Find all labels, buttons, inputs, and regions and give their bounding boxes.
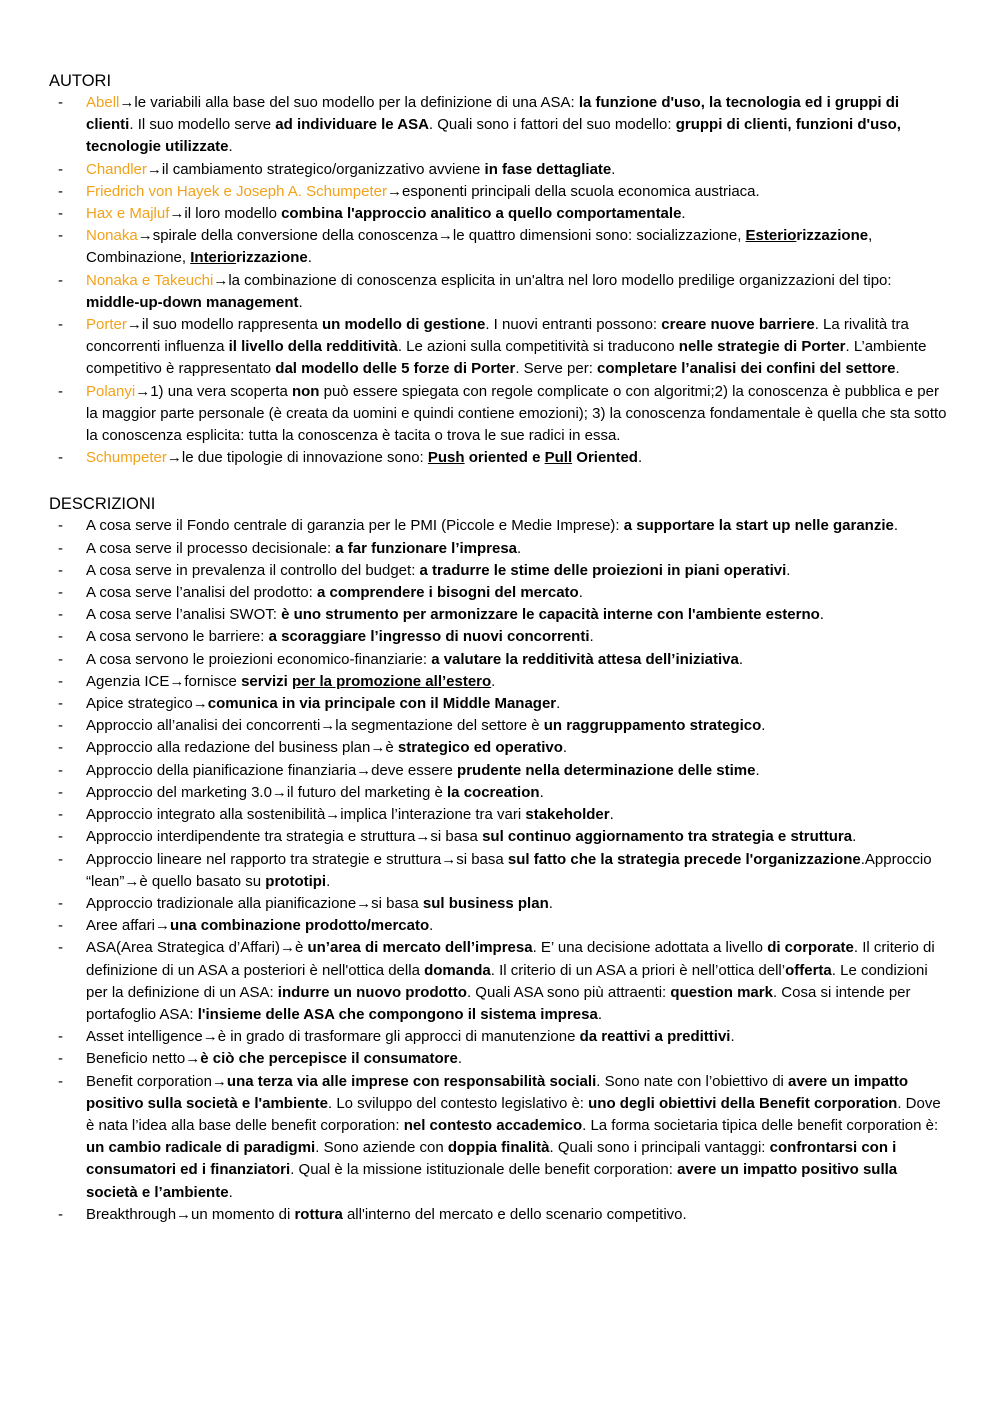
document-page [49,70,949,1226]
bold-text: nelle strategie di Porter [678,338,846,356]
text-segment: . [307,249,312,267]
bold-text: confrontarsi con i consumatori ed i finanziatori [86,1139,897,1179]
bold-text: ad individuare le ASA [275,116,429,134]
list-item [49,515,949,537]
text-segment: può essere spiegata con regole complicate o con algoritmi;2) la conoscenza è pubblica e per la maggior parte personale (è creata da uomini e quindi contiene emozioni); 3) la conoscenza fondamentale è quella che sta sotto la conoscenza esplicita: tutta la conoscenza è tacita o trova le sue radici in essa. [86,382,947,445]
text-segment: A cosa serve l’analisi SWOT: [86,606,282,624]
list-item [49,381,949,448]
text-segment: . Le condizioni per la definizione di un ASA: [86,961,928,1001]
text-segment: . Quali sono i principali vantaggi: [549,1139,770,1157]
bold-text: un cambio radicale di paradigmi [86,1139,316,1157]
text-segment: Approccio all’analisi dei concorrenti→la segmentazione del settore è [86,717,544,735]
text-segment: →spirale della conversione della conoscenza→le quattro dimensioni sono: socializzazione, [137,227,746,245]
bold-text: middle-up-down management [86,293,299,311]
bold-text: sul fatto che la strategia precede l'organizzazione [507,850,861,868]
bold-text: di corporate [767,939,854,957]
bold-text: gruppi di clienti, funzioni d'uso, tecnologie utilizzate [86,116,901,156]
list-item [49,715,949,737]
bold-text: a comprendere i bisogni del mercato [316,584,579,602]
text-segment: . [491,672,496,690]
bold-text: rizzazione [236,249,308,267]
bold-text: l'insieme delle ASA che compongono il sistema impresa [197,1005,598,1023]
bold-text: il livello della redditività [228,338,398,356]
text-segment: . [556,695,561,713]
text-segment: . L’ambiente competitivo è rappresentato [86,338,927,378]
text-segment: . [637,449,643,467]
text-segment: all'interno del mercato e dello scenario competitivo. [342,1205,687,1223]
text-segment: →esponenti principali della scuola economica austriaca. [386,182,760,200]
text-segment: . E’ una decisione adottata a livello [532,939,768,957]
bold-text: indurre un nuovo prodotto [277,983,467,1001]
bold-text [292,673,491,690]
text-segment: →il suo modello rappresenta [126,316,322,334]
bold-text: offerta [785,961,832,979]
text-segment: . [755,761,760,779]
bold-text: prototipi [265,872,327,890]
text-segment: . I nuovi entranti possono: [485,316,662,334]
bold-text: →una combinazione prodotto/mercato [154,917,430,935]
bold-text: strategico ed operativo [397,739,563,757]
underlined-text: per la promozione all’estero [291,672,492,690]
author-name: Hax e Majluf [86,205,170,223]
list-item [49,849,949,893]
text-segment: . [517,539,522,557]
text-segment: . [681,205,686,223]
section-title-autori: AUTORI [49,72,112,90]
text-segment: . [589,628,594,646]
bold-text: un raggruppamento strategico [543,717,762,735]
bold-text: comunica in via principale con il Middle Manager [207,695,557,713]
bold-text: avere un impatto positivo sulla società e l'ambiente [86,1072,909,1112]
text-segment: Agenzia ICE→fornisce [86,672,242,690]
text-segment: A cosa servono le barriere: [86,628,269,646]
bold-text: sul business plan [422,894,549,912]
bold-text: oriented e [464,449,545,467]
text-segment: . Il suo modello serve [129,116,276,134]
bold-text: completare l’analisi dei confini del settore [597,360,896,378]
text-segment: →1) una vera scoperta [135,382,292,400]
underlined-text: Pull [544,449,573,467]
bold-text: a tradurre le stime delle proiezioni in piani operativi [419,561,787,579]
list-item [49,1048,949,1070]
text-segment: . [326,872,331,890]
author-name: Polanyi [86,382,136,400]
section-title-descrizioni: DESCRIZIONI [49,495,156,514]
bold-text: →una terza via alle imprese con responsabilità sociali [211,1072,597,1090]
bold-text: a scoraggiare l’ingresso di nuovi concorrenti [268,628,590,646]
text-segment: Approccio tradizionale alla pianificazione→si basa [86,894,423,912]
list-item [49,203,949,225]
list-item [49,649,949,671]
text-segment: . Quali ASA sono più attraenti: [466,983,671,1001]
text-segment: Approccio del marketing 3.0→il futuro del marketing è [86,783,448,801]
bold-text: sul continuo aggiornamento tra strategia e struttura [482,828,853,846]
text-segment: Apice strategico→ [86,695,208,713]
text-segment: .Approccio “lean”→è quello basato su [86,850,932,890]
bold-text: la funzione d'uso, la tecnologia ed i gruppi di clienti [86,94,900,134]
list-item [49,1026,949,1048]
text-segment: →le variabili alla base del suo modello per la definizione di una ASA: [119,94,579,111]
text-segment: . [761,717,766,735]
text-segment: , Combinazione, [86,227,873,267]
bold-text: avere un impatto positivo sulla società e l’ambiente [86,1161,898,1201]
text-segment: ASA(Area Strategica d’Affari)→è [86,939,308,957]
list-item [49,225,949,269]
bold-text: stakeholder [525,806,610,824]
author-name: Schumpeter [86,449,167,467]
list-item [49,893,949,915]
list-item [49,159,949,181]
text-segment: . [228,138,233,156]
text-segment: . [548,894,553,912]
author-name: Porter [86,316,127,334]
text-segment: Asset intelligence→è in grado di trasformare gli approcci di manutenzione [86,1028,580,1046]
text-segment: . Le azioni sulla competitività si traducono [397,338,679,356]
text-segment: . [893,517,899,535]
autori-list [49,92,949,469]
bold-text: la cocreation [447,783,540,801]
text-segment: Approccio della pianificazione finanziaria→deve essere [86,761,458,779]
text-segment: . [609,806,614,824]
text-segment: Benefit corporation [86,1072,212,1090]
list-item [49,1204,949,1226]
text-segment: →il cambiamento strategico/organizzativo avviene [146,160,485,178]
list-item [49,915,949,937]
bold-text: rottura [294,1205,343,1223]
text-segment: . Il criterio di definizione di un ASA a posteriori è nell'ottica della [86,939,935,979]
bold-text: dal modello delle 5 forze di Porter [275,360,516,378]
descrizioni-list [49,515,949,1226]
bold-text: servizi [241,672,292,690]
text-segment: →la combinazione di conoscenza esplicita in un'altra nel loro modello predilige organizzazioni del tipo: [213,271,892,289]
bold-text: creare nuove barriere [661,316,815,334]
text-segment: . Dove è nata l’idea alla base delle benefit corporation: [86,1094,941,1134]
text-segment: A cosa serve il Fondo centrale di garanzia per le PMI (Piccole e Medie Imprese): [86,517,624,535]
text-segment: Aree affari [86,917,155,935]
text-segment: . [786,561,791,579]
text-segment: →il loro modello [169,205,282,223]
list-item [49,626,949,648]
text-segment: . [578,584,583,602]
bold-text: question mark [670,983,773,1001]
text-segment: . [738,650,743,668]
text-segment: Breakthrough→un momento di [86,1205,295,1223]
text-segment: . La forma societaria tipica delle benefit corporation è: [582,1116,939,1134]
text-segment: . [429,917,434,935]
list-item [49,937,949,1026]
author-name: Nonaka e Takeuchi [86,271,214,289]
bold-text [545,449,573,466]
bold-text: un’area di mercato dell’impresa [307,939,533,957]
bold-text: a valutare la redditività attesa dell’iniziativa [431,650,739,668]
text-segment: . [562,739,568,757]
list-item [49,92,949,159]
author-name: Abell [86,94,120,111]
list-item [49,582,949,604]
list-item [49,760,949,782]
list-item [49,560,949,582]
text-segment: Beneficio netto [86,1050,186,1068]
text-segment: . Cosa si intende per portafoglio ASA: [86,983,911,1023]
list-item [49,804,949,826]
underlined-text: Push [427,449,465,467]
list-item [49,782,949,804]
list-item [49,314,949,381]
text-segment: . [819,606,824,624]
text-segment: Approccio interdipendente tra strategia e struttura→si basa [86,828,483,846]
text-segment: . Sono nate con l’obiettivo di [596,1072,789,1090]
bold-text: Oriented [572,449,638,467]
author-name: Friedrich von Hayek e Joseph A. Schumpeter [86,182,387,200]
text-segment: . [539,783,544,801]
bold-text: a supportare la start up nelle garanzie [623,517,894,535]
list-item [49,270,949,314]
bold-text: a far funzionare l’impresa [335,539,518,557]
text-segment: Approccio lineare nel rapporto tra strategie e struttura→si basa [86,850,508,868]
list-item [49,538,949,560]
text-segment: . Sono aziende con [315,1139,448,1157]
list-item [49,826,949,848]
bold-text: doppia finalità [447,1139,550,1157]
bold-text: non [291,382,320,400]
list-item [49,447,949,469]
underlined-text: Interio [190,249,237,267]
text-segment: . [597,1005,602,1023]
text-segment: . [730,1028,735,1046]
list-item [49,693,949,715]
text-segment: . Lo sviluppo del contesto legislativo è: [327,1094,589,1112]
text-segment: Approccio integrato alla sostenibilità→implica l’interazione tra vari [86,806,526,824]
list-item [49,671,949,693]
text-segment: Approccio alla redazione del business plan→è [86,739,398,757]
list-item [49,737,949,759]
bold-text: in fase dettagliate [484,160,612,178]
list-item [49,181,949,203]
text-segment: A cosa serve il processo decisionale: [86,539,336,557]
author-name: Nonaka [86,227,138,245]
list-item [49,1071,949,1204]
bold-text: nel contesto accademico [403,1116,583,1134]
text-segment: . [852,828,857,846]
bold-text: un modello di gestione [321,316,486,334]
text-segment: . [228,1183,233,1201]
bold-text: rizzazione [796,227,869,245]
text-segment: A cosa serve in prevalenza il controllo del budget: [86,561,420,579]
bold-text: combina l'approccio analitico a quello comportamentale [281,205,682,223]
bold-text: da reattivi a predittivi [579,1028,731,1046]
bold-text: prudente nella determinazione delle stime [457,761,756,779]
text-segment: A cosa servono le proiezioni economico-finanziarie: [86,650,432,668]
text-segment: . Qual è la missione istituzionale delle benefit corporation: [290,1161,678,1179]
bold-text [428,449,465,466]
text-segment: . La rivalità tra concorrenti influenza [86,316,909,356]
text-segment: . Serve per: [515,360,598,378]
text-segment: . Il criterio di un ASA a priori è nell’ottica dell’ [490,961,786,979]
bold-text: →è ciò che percepisce il consumatore [185,1050,458,1068]
text-segment: . [457,1050,463,1068]
bold-text [190,249,236,266]
bold-text: è uno strumento per armonizzare le capacità interne con l'ambiente esterno [281,606,820,624]
underlined-text: Esterio [745,227,797,245]
text-segment: A cosa serve l’analisi del prodotto: [86,584,317,602]
author-name: Chandler [86,160,147,178]
bold-text: uno degli obiettivi della Benefit corporation [588,1094,898,1112]
list-item [49,604,949,626]
bold-text: domanda [424,961,491,979]
text-segment: →le due tipologie di innovazione sono: [166,449,428,467]
text-segment: . [298,293,303,311]
text-segment: . Quali sono i fattori del suo modello: [428,116,676,134]
bold-text [746,227,797,244]
text-segment: . [895,360,900,378]
text-segment: . [611,160,616,178]
